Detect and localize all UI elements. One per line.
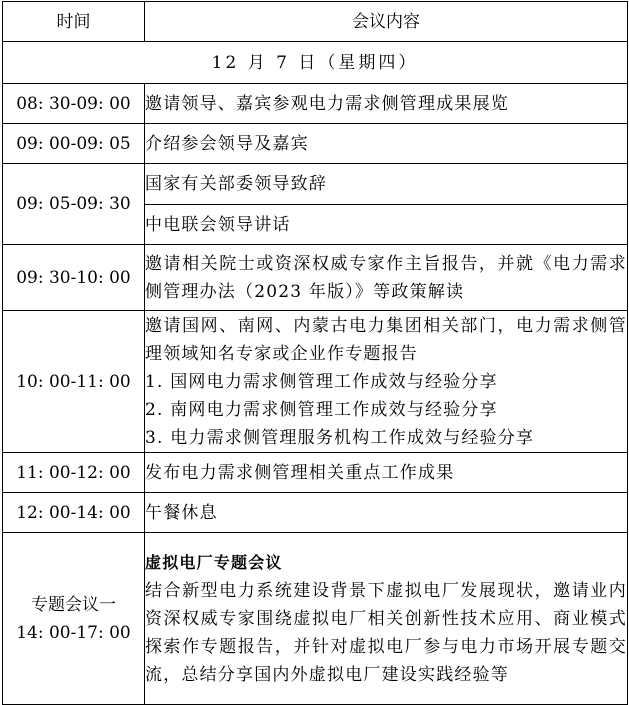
header-row — [3, 2, 628, 42]
table-row — [3, 453, 628, 493]
table-row — [3, 164, 628, 205]
list-item: 2. 南网电力需求侧管理工作成效与经验分享 — [145, 399, 498, 420]
time-cell: 10: 00-11: 00 — [3, 311, 145, 453]
session-title: 虚拟电厂专题会议 — [145, 552, 283, 572]
time-cell: 11: 00-12: 00 — [3, 453, 145, 493]
content-cell: 邀请领导、嘉宾参观电力需求侧管理成果展览 — [145, 84, 628, 124]
list-item: 3. 电力需求侧管理服务机构工作成效与经验分享 — [145, 427, 535, 448]
time-cell: 09: 00-09: 05 — [3, 124, 145, 164]
content-cell: 邀请相关院士或资深权威专家作主旨报告，并就《电力需求侧管理办法（2023 年版）》等政策解读 — [145, 245, 628, 311]
header-content: 会议内容 — [145, 2, 628, 42]
time-cell: 09: 05-09: 30 — [3, 164, 145, 245]
session-label: 专题会议一 — [31, 594, 116, 615]
table-row — [3, 84, 628, 124]
table-row — [3, 311, 628, 453]
content-cell — [145, 533, 628, 705]
table-row — [3, 124, 628, 164]
table-row — [3, 245, 628, 311]
content-cell: 午餐休息 — [145, 493, 628, 533]
content-cell: 介绍参会领导及嘉宾 — [145, 124, 628, 164]
header-time: 时间 — [3, 2, 145, 42]
time-cell: 09: 30-10: 00 — [3, 245, 145, 311]
content-cell: 发布电力需求侧管理相关重点工作成果 — [145, 453, 628, 493]
report-intro: 邀请国网、南网、内蒙古电力集团相关部门，电力需求侧管理领域知名专家或企业作专题报告 — [145, 315, 627, 364]
content-cell: 国家有关部委领导致辞 — [145, 164, 628, 205]
date-cell: 12 月 7 日（星期四） — [3, 42, 628, 84]
time-cell — [3, 533, 145, 705]
session-description: 结合新型电力系统建设背景下虚拟电厂发展现状，邀请业内资深权威专家围绕虚拟电厂相关创新性技术应用、商业模式探索作专题报告，并针对虚拟电厂参与电力市场开展专题交流，总结分享国内外虚拟电厂建设实践经验等 — [145, 580, 627, 685]
date-row — [3, 42, 628, 84]
content-cell — [145, 311, 628, 453]
table-row — [3, 533, 628, 705]
list-item: 1. 国网电力需求侧管理工作成效与经验分享 — [145, 371, 498, 392]
session-time: 14: 00-17: 00 — [16, 622, 131, 643]
time-cell: 08: 30-09: 00 — [3, 84, 145, 124]
time-cell: 12: 00-14: 00 — [3, 493, 145, 533]
content-cell: 中电联会领导讲话 — [145, 205, 628, 245]
agenda-table — [2, 1, 628, 705]
table-row — [3, 493, 628, 533]
